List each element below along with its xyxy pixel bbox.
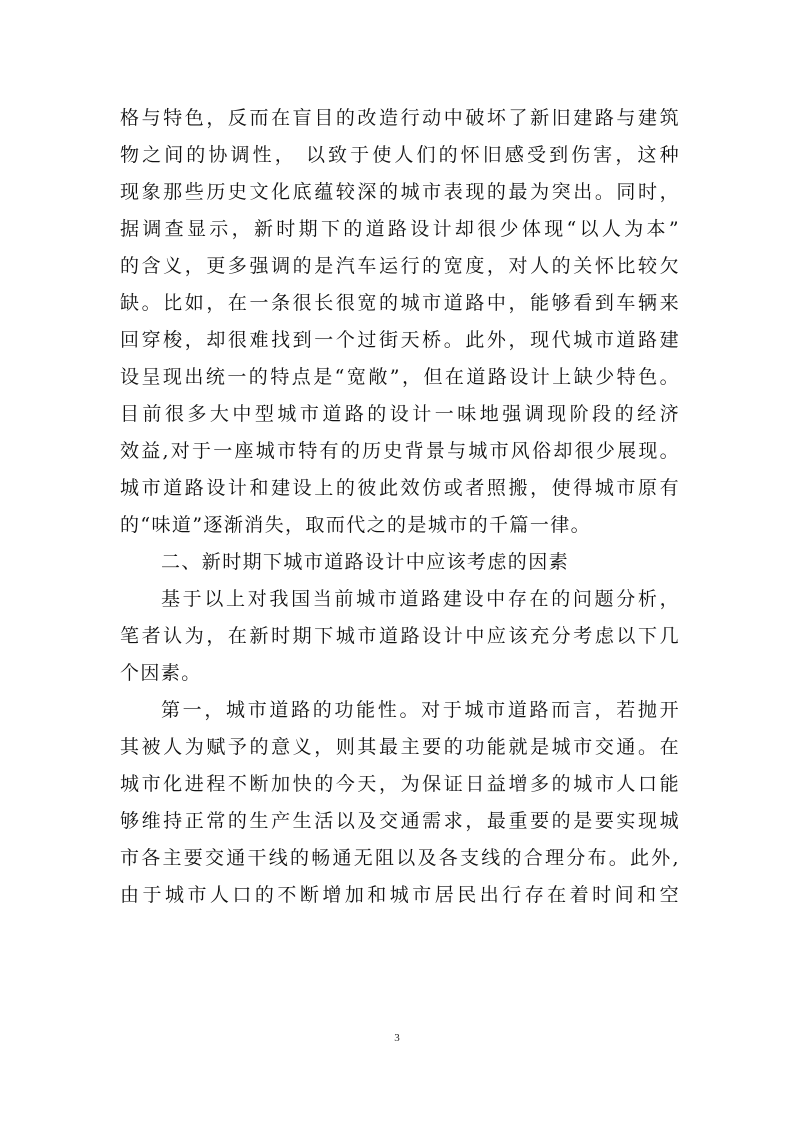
text-line: 市各主要交通干线的畅通无阻以及各支线的合理分布。此外, <box>120 847 680 869</box>
text-line: 的含义，更多强调的是汽车运行的宽度，对人的关怀比较欠 <box>120 255 680 277</box>
text-line: 格与特色，反而在盲目的改造行动中破坏了新旧建路与建筑 <box>120 107 680 129</box>
text-line: 个因素。 <box>120 662 202 684</box>
document-body <box>120 100 680 914</box>
text-line: 缺。比如，在一条很长很宽的城市道路中，能够看到车辆来 <box>120 292 680 314</box>
text-line: 目前很多大中型城市道路的设计一味地强调现阶段的经济 <box>120 403 680 425</box>
text-line: 由于城市人口的不断增加和城市居民出行存在着时间和空 <box>120 884 680 906</box>
text-line: 据调查显示，新时期下的道路设计却很少体现“以人为本” <box>120 218 680 240</box>
text-line: 物之间的协调性， 以致于使人们的怀旧感受到伤害，这种 <box>120 144 680 166</box>
text-line: 第一，城市道路的功能性。对于城市道路而言，若抛开 <box>161 699 680 721</box>
text-line: 城市化进程不断加快的今天，为保证日益增多的城市人口能 <box>120 773 680 795</box>
section-heading: 二、新时期下城市道路设计中应该考虑的因素 <box>161 551 570 573</box>
text-line: 效益,对于一座城市特有的历史背景与城市风俗却很少展现。 <box>120 440 680 462</box>
text-line: 基于以上对我国当前城市道路建设中存在的问题分析， <box>161 588 680 610</box>
text-line: 够维持正常的生产生活以及交通需求，最重要的是要实现城 <box>120 810 680 832</box>
text-line: 设呈现出统一的特点是“宽敞”，但在道路设计上缺少特色。 <box>120 366 680 388</box>
text-line: 回穿梭，却很难找到一个过街天桥。此外，现代城市道路建 <box>120 329 680 351</box>
text-line: 现象那些历史文化底蕴较深的城市表现的最为突出。同时， <box>120 181 680 203</box>
page-number: 3 <box>394 1032 400 1044</box>
text-line: 其被人为赋予的意义，则其最主要的功能就是城市交通。在 <box>120 736 680 758</box>
text-line: 的“味道”逐渐消失，取而代之的是城市的千篇一律。 <box>120 514 592 536</box>
text-line: 笔者认为，在新时期下城市道路设计中应该充分考虑以下几 <box>120 625 680 647</box>
text-line: 城市道路设计和建设上的彼此效仿或者照搬，使得城市原有 <box>120 477 680 499</box>
